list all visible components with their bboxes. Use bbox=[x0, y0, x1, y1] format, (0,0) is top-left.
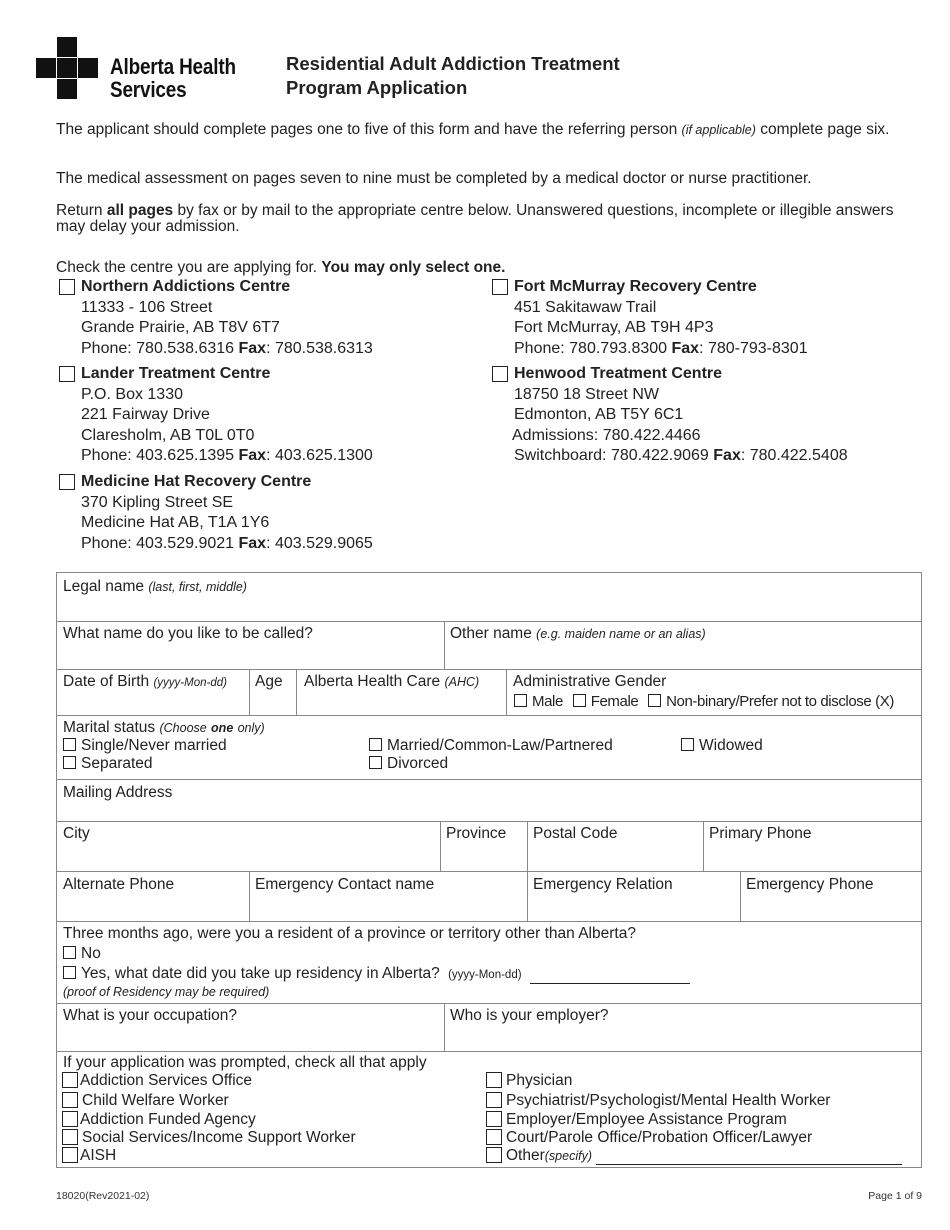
centre-medicinehat-name: Medicine Hat Recovery Centre bbox=[81, 473, 312, 490]
title-line1: Residential Adult Addiction Treatment bbox=[286, 53, 620, 74]
row-divider bbox=[57, 1003, 921, 1004]
emergency-relation-field[interactable]: Emergency Relation bbox=[533, 876, 673, 893]
marital-hint-a: (Choose bbox=[159, 721, 207, 735]
centre-medicinehat-fax: : 403.529.9065 bbox=[266, 534, 373, 552]
gender-nb-label: Non-binary/Prefer not to disclose (X) bbox=[666, 693, 894, 710]
centre-lander bbox=[81, 364, 373, 467]
marital-hint-c: only) bbox=[237, 721, 265, 735]
alternate-phone-field[interactable]: Alternate Phone bbox=[63, 876, 175, 893]
residency-no-label: No bbox=[81, 945, 101, 962]
referral-right-1[interactable] bbox=[486, 1092, 830, 1110]
centre-medicinehat-checkbox[interactable] bbox=[59, 474, 75, 490]
referral-right-2[interactable] bbox=[486, 1111, 787, 1129]
marital-status-label bbox=[63, 719, 265, 737]
centre-lander-address3: Claresholm, AB T0L 0T0 bbox=[81, 426, 255, 444]
marital-divorced-checkbox[interactable] bbox=[369, 756, 382, 769]
centre-northern-phone: Phone: 780.538.6316 bbox=[81, 339, 235, 357]
centre-northern-address2: Grande Prairie, AB T8V 6T7 bbox=[81, 319, 280, 336]
ahc-field[interactable] bbox=[304, 673, 479, 691]
col-divider bbox=[249, 871, 250, 921]
marital-divorced-option[interactable] bbox=[369, 755, 448, 773]
centre-lander-fax: : 403.625.1300 bbox=[266, 447, 373, 464]
marital-married-checkbox[interactable] bbox=[369, 738, 382, 751]
col-divider bbox=[444, 1003, 445, 1051]
city-field[interactable]: City bbox=[63, 825, 90, 842]
gender-male-label: Male bbox=[532, 693, 563, 710]
centre-lander-name: Lander Treatment Centre bbox=[81, 365, 271, 382]
row-divider bbox=[57, 779, 921, 780]
gender-nb-option[interactable] bbox=[648, 693, 894, 710]
centre-northern-fax: : 780.538.6313 bbox=[266, 339, 373, 357]
col-divider bbox=[444, 621, 445, 669]
referral-right-4-label: Other bbox=[506, 1147, 545, 1164]
row-divider bbox=[57, 1051, 921, 1052]
centre-medicinehat-address2: Medicine Hat AB, T1A 1Y6 bbox=[81, 514, 270, 531]
marital-single-checkbox[interactable] bbox=[63, 738, 76, 751]
intro-p1-italic: (if applicable) bbox=[681, 123, 756, 137]
centre-northern-fax-label: Fax bbox=[238, 339, 267, 357]
gender-male-option[interactable] bbox=[514, 693, 563, 710]
gender-options bbox=[514, 693, 894, 711]
referral-right-2-checkbox[interactable] bbox=[486, 1111, 502, 1127]
referral-right-0-checkbox[interactable] bbox=[486, 1072, 502, 1088]
marital-single-label: Single/Never married bbox=[81, 737, 227, 754]
centre-instructions-text: Check the centre you are applying for. bbox=[56, 259, 318, 276]
referral-left-1-checkbox[interactable] bbox=[62, 1092, 78, 1108]
postal-code-field[interactable]: Postal Code bbox=[533, 825, 618, 842]
marital-married-option[interactable] bbox=[369, 737, 613, 755]
centre-henwood-fax: : 780.422.5408 bbox=[740, 447, 848, 464]
referral-left-0-checkbox[interactable] bbox=[62, 1072, 78, 1088]
org-name bbox=[110, 55, 236, 101]
marital-hint-b: one bbox=[211, 721, 234, 735]
intro-p3-text-a: Return bbox=[56, 202, 103, 219]
referral-left-3-checkbox[interactable] bbox=[62, 1129, 78, 1145]
marital-widowed-label: Widowed bbox=[699, 737, 763, 754]
residency-yes-label: Yes, what date did you take up residency in Alberta? bbox=[81, 965, 440, 982]
residency-date-input[interactable] bbox=[530, 983, 690, 984]
other-name-label: Other name bbox=[450, 625, 532, 642]
centre-fortmcmurray-address2: Fort McMurray, AB T9H 4P3 bbox=[514, 319, 714, 336]
referral-right-4[interactable] bbox=[486, 1147, 902, 1165]
marital-widowed-option[interactable] bbox=[681, 737, 763, 755]
emergency-contact-field[interactable]: Emergency Contact name bbox=[255, 876, 435, 893]
centre-lander-checkbox[interactable] bbox=[59, 366, 75, 382]
occupation-field[interactable]: What is your occupation? bbox=[63, 1007, 238, 1024]
col-divider bbox=[296, 669, 297, 715]
referral-left-2[interactable] bbox=[62, 1111, 256, 1129]
centre-fortmcmurray-name: Fort McMurray Recovery Centre bbox=[514, 278, 757, 295]
centre-fortmcmurray-address1: 451 Sakitawaw Trail bbox=[514, 298, 657, 316]
centre-henwood-address1: 18750 18 Street NW bbox=[514, 385, 659, 403]
row-divider bbox=[57, 921, 921, 922]
primary-phone-field[interactable]: Primary Phone bbox=[709, 825, 812, 842]
centre-northern-checkbox[interactable] bbox=[59, 279, 75, 295]
referral-right-2-label: Employer/Employee Assistance Program bbox=[506, 1111, 787, 1128]
centre-fortmcmurray-contact bbox=[514, 339, 808, 360]
referral-left-2-label: Addiction Funded Agency bbox=[80, 1111, 256, 1128]
marital-divorced-label: Divorced bbox=[387, 755, 449, 772]
marital-separated-checkbox[interactable] bbox=[63, 756, 76, 769]
intro-p3-bold: all pages bbox=[106, 202, 174, 219]
page-number: Page 1 of 9 bbox=[868, 1190, 922, 1202]
col-divider bbox=[527, 821, 528, 871]
intro-p3-text-b: by fax or by mail to the appropriate centre below. Unanswered questions, incomplete or illegible answers may delay your admission. bbox=[56, 202, 894, 235]
centre-fortmcmurray bbox=[514, 277, 808, 359]
residency-question: Three months ago, were you a resident of a province or territory other than Alberta? bbox=[63, 925, 636, 942]
mailing-address-field[interactable]: Mailing Address bbox=[63, 784, 173, 801]
marital-married-label: Married/Common-Law/Partnered bbox=[387, 737, 613, 754]
centre-medicinehat bbox=[81, 472, 373, 554]
intro-p1-text-a: The applicant should complete pages one to five of this form and have the referring person bbox=[56, 121, 678, 138]
centre-medicinehat-contact bbox=[81, 534, 373, 555]
centre-medicinehat-phone: Phone: 403.529.9021 bbox=[81, 534, 235, 552]
centre-northern-name: Northern Addictions Centre bbox=[81, 278, 291, 295]
gender-female-checkbox[interactable] bbox=[573, 694, 586, 707]
referral-left-4-checkbox[interactable] bbox=[62, 1147, 78, 1163]
referral-right-3-checkbox[interactable] bbox=[486, 1129, 502, 1145]
gender-female-option[interactable] bbox=[573, 693, 639, 710]
age-field[interactable]: Age bbox=[255, 673, 283, 690]
centre-fortmcmurray-fax-label: Fax bbox=[671, 339, 700, 357]
centre-northern-address1: 11333 - 106 Street bbox=[81, 298, 213, 316]
referral-left-0[interactable] bbox=[62, 1072, 252, 1090]
centre-henwood-checkbox[interactable] bbox=[492, 366, 508, 382]
row-divider bbox=[57, 871, 921, 872]
intro-paragraph-1 bbox=[56, 122, 916, 138]
centre-lander-address1: P.O. Box 1330 bbox=[81, 385, 183, 403]
centre-henwood-fax-label: Fax bbox=[713, 447, 741, 464]
residency-no-checkbox[interactable] bbox=[63, 946, 76, 959]
referral-left-3-label: Social Services/Income Support Worker bbox=[82, 1129, 356, 1146]
col-divider bbox=[703, 821, 704, 871]
legal-name-hint: (last, first, middle) bbox=[148, 580, 247, 594]
dob-label: Date of Birth bbox=[63, 673, 150, 690]
legal-name-field[interactable] bbox=[63, 578, 247, 596]
row-divider bbox=[57, 821, 921, 822]
marital-single-option[interactable] bbox=[63, 737, 227, 755]
marital-widowed-checkbox[interactable] bbox=[681, 738, 694, 751]
referral-right-0-label: Physician bbox=[506, 1072, 573, 1089]
centre-lander-contact bbox=[81, 446, 373, 467]
referral-right-1-checkbox[interactable] bbox=[486, 1092, 502, 1108]
row-divider bbox=[57, 669, 921, 670]
other-name-field[interactable] bbox=[450, 625, 706, 643]
referral-left-0-label: Addiction Services Office bbox=[80, 1072, 253, 1089]
ahc-label: Alberta Health Care bbox=[304, 673, 441, 690]
province-field[interactable]: Province bbox=[446, 825, 507, 842]
centre-fortmcmurray-checkbox[interactable] bbox=[492, 279, 508, 295]
emergency-phone-field[interactable]: Emergency Phone bbox=[746, 876, 874, 893]
referral-left-2-checkbox[interactable] bbox=[62, 1111, 78, 1127]
intro-paragraph-3 bbox=[56, 203, 916, 235]
residency-no-option[interactable] bbox=[63, 945, 101, 963]
employer-field[interactable]: Who is your employer? bbox=[450, 1007, 609, 1024]
centre-instructions-bold: You may only select one. bbox=[321, 259, 506, 276]
intro-paragraph-2: The medical assessment on pages seven to nine must be completed by a medical doctor or nurse practitioner. bbox=[56, 170, 812, 187]
col-divider bbox=[740, 871, 741, 921]
residency-yes-checkbox[interactable] bbox=[63, 966, 76, 979]
referral-right-3[interactable] bbox=[486, 1129, 812, 1147]
referral-right-0[interactable] bbox=[486, 1072, 572, 1090]
marital-separated-label: Separated bbox=[81, 755, 153, 772]
dob-field[interactable] bbox=[63, 673, 227, 692]
centre-lander-fax-label: Fax bbox=[238, 447, 267, 464]
col-divider bbox=[506, 669, 507, 715]
residency-yes-option[interactable] bbox=[63, 965, 690, 984]
centre-fortmcmurray-phone: Phone: 780.793.8300 bbox=[514, 339, 668, 357]
centre-henwood-contact bbox=[514, 446, 848, 467]
centre-instructions bbox=[56, 260, 916, 276]
form-code: 18020(Rev2021-02) bbox=[56, 1190, 150, 1202]
referral-left-4[interactable] bbox=[62, 1147, 116, 1165]
referral-left-1-label: Child Welfare Worker bbox=[82, 1092, 229, 1109]
org-name-line2: Services bbox=[110, 77, 187, 102]
centre-lander-phone: Phone: 403.625.1395 bbox=[81, 447, 235, 464]
gender-label: Administrative Gender bbox=[513, 673, 667, 690]
centre-lander-address2: 221 Fairway Drive bbox=[81, 406, 210, 423]
centre-fortmcmurray-fax: : 780-793-8301 bbox=[699, 339, 808, 357]
row-divider bbox=[57, 715, 921, 716]
referral-right-4-checkbox[interactable] bbox=[486, 1147, 502, 1163]
org-name-line1: Alberta Health bbox=[110, 54, 236, 79]
intro-p1-text-b: complete page six. bbox=[760, 121, 890, 138]
residency-proof-note: (proof of Residency may be required) bbox=[63, 985, 270, 999]
gender-nb-checkbox[interactable] bbox=[648, 694, 661, 707]
page-title bbox=[286, 52, 620, 100]
referral-right-3-label: Court/Parole Office/Probation Officer/Lawyer bbox=[506, 1129, 813, 1146]
centre-henwood-admissions: Admissions: 780.422.4466 bbox=[512, 426, 701, 444]
gender-male-checkbox[interactable] bbox=[514, 694, 527, 707]
other-name-hint: (e.g. maiden name or an alias) bbox=[536, 627, 706, 641]
referral-prompt-label: If your application was prompted, check all that apply bbox=[63, 1054, 427, 1071]
gender-female-label: Female bbox=[590, 693, 639, 710]
centre-henwood-phone: Switchboard: 780.422.9069 bbox=[514, 447, 709, 464]
centre-henwood-name: Henwood Treatment Centre bbox=[514, 365, 723, 382]
row-divider bbox=[57, 621, 921, 622]
referral-other-hint: (specify) bbox=[544, 1149, 592, 1163]
col-divider bbox=[249, 669, 250, 715]
marital-separated-option[interactable] bbox=[63, 755, 153, 773]
residency-date-hint: (yyyy-Mon-dd) bbox=[448, 969, 522, 981]
referral-left-1[interactable] bbox=[62, 1092, 229, 1110]
centre-henwood bbox=[514, 364, 848, 467]
ahs-logo-icon bbox=[36, 37, 100, 101]
dob-hint: (yyyy-Mon-dd) bbox=[153, 677, 227, 689]
centre-medicinehat-address1: 370 Kipling Street SE bbox=[81, 493, 234, 511]
referral-right-1-label: Psychiatrist/Psychologist/Mental Health Worker bbox=[506, 1092, 831, 1109]
referral-left-4-label: AISH bbox=[80, 1147, 117, 1164]
centre-henwood-address2: Edmonton, AB T5Y 6C1 bbox=[514, 406, 684, 423]
referral-other-input[interactable] bbox=[596, 1164, 902, 1165]
ahc-hint: (AHC) bbox=[444, 675, 480, 689]
preferred-name-field[interactable]: What name do you like to be called? bbox=[63, 625, 313, 642]
title-line2: Program Application bbox=[286, 77, 468, 98]
centre-northern-contact bbox=[81, 339, 373, 360]
centre-medicinehat-fax-label: Fax bbox=[238, 534, 267, 552]
referral-left-3[interactable] bbox=[62, 1129, 356, 1147]
col-divider bbox=[440, 821, 441, 871]
applicant-form bbox=[56, 572, 922, 1168]
centre-northern bbox=[81, 277, 373, 359]
legal-name-label: Legal name bbox=[63, 578, 145, 595]
marital-label-text: Marital status bbox=[63, 719, 156, 736]
col-divider bbox=[527, 871, 528, 921]
